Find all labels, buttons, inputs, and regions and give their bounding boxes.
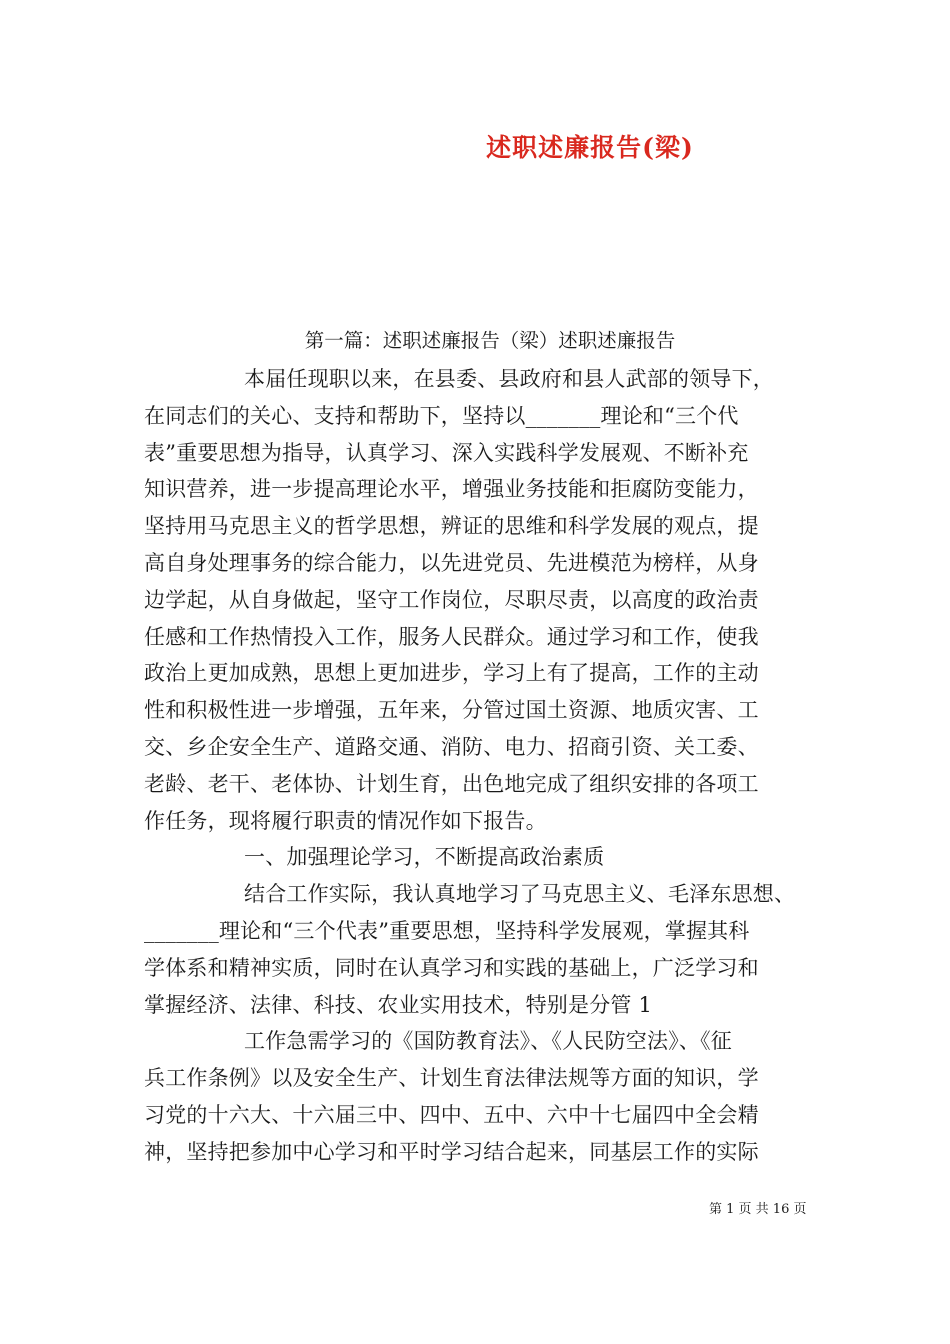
- paragraph-line: 表”重要思想为指导，认真学习、深入实践科学发展观、不断补充: [144, 440, 749, 465]
- paragraph-line: 神，坚持把参加中心学习和平时学习结合起来，同基层工作的实际: [144, 1139, 759, 1164]
- paragraph-line: 老龄、老干、老体协、计划生育，出色地完成了组织安排的各项工: [144, 771, 759, 796]
- paragraph-line: 结合工作实际，我认真地学习了马克思主义、毛泽东思想、: [244, 882, 796, 907]
- paragraph-line: 习党的十六大、十六届三中、四中、五中、六中十七届四中全会精: [144, 1102, 759, 1127]
- paragraph-line: 知识营养，进一步提高理论水平，增强业务技能和拒腐防变能力，: [144, 477, 759, 502]
- paragraph-line: 学体系和精神实质，同时在认真学习和实践的基础上，广泛学习和: [144, 955, 759, 980]
- paragraph-line: 工作急需学习的《国防教育法》、《人民防空法》、《征: [244, 1029, 732, 1054]
- paragraph-line: 掌握经济、法律、科技、农业实用技术，特别是分管 1: [144, 992, 653, 1017]
- paragraph-line: 边学起，从自身做起，坚守工作岗位，尽职尽责，以高度的政治责: [144, 587, 759, 612]
- page-number-footer: 第 1 页 共 16 页: [709, 1202, 807, 1217]
- paragraph-line: 任感和工作热情投入工作，服务人民群众。通过学习和工作，使我: [144, 624, 759, 649]
- document-subtitle: 第一篇：述职述廉报告（梁）述职述廉报告: [304, 329, 676, 352]
- paragraph-line: 性和积极性进一步增强，五年来，分管过国土资源、地质灾害、工: [144, 698, 759, 723]
- paragraph-line: 本届任现职以来，在县委、县政府和县人武部的领导下，: [244, 367, 774, 391]
- paragraph-line: 高自身处理事务的综合能力，以先进党员、先进模范为榜样，从身: [144, 550, 759, 575]
- section-heading: 一、加强理论学习，不断提高政治素质: [244, 845, 605, 870]
- paragraph-line: 交、乡企安全生产、道路交通、消防、电力、招商引资、关工委、: [144, 734, 759, 759]
- paragraph-line: 坚持用马克思主义的哲学思想，辨证的思维和科学发展的观点，提: [144, 514, 759, 539]
- paragraph-line: 兵工作条例》以及安全生产、计划生育法律法规等方面的知识，学: [144, 1066, 759, 1091]
- document-title: 述职述廉报告(梁): [486, 133, 694, 162]
- paragraph-line: _______理论和“三个代表”重要思想，坚持科学发展观，掌握其科: [144, 918, 750, 943]
- document-body: [144, 361, 808, 1171]
- paragraph-line: 作任务，现将履行职责的情况作如下报告。: [144, 808, 547, 833]
- paragraph-line: 政治上更加成熟，思想上更加进步，学习上有了提高，工作的主动: [144, 661, 759, 686]
- paragraph-line: 在同志们的关心、支持和帮助下，坚持以_______理论和“三个代: [144, 403, 739, 428]
